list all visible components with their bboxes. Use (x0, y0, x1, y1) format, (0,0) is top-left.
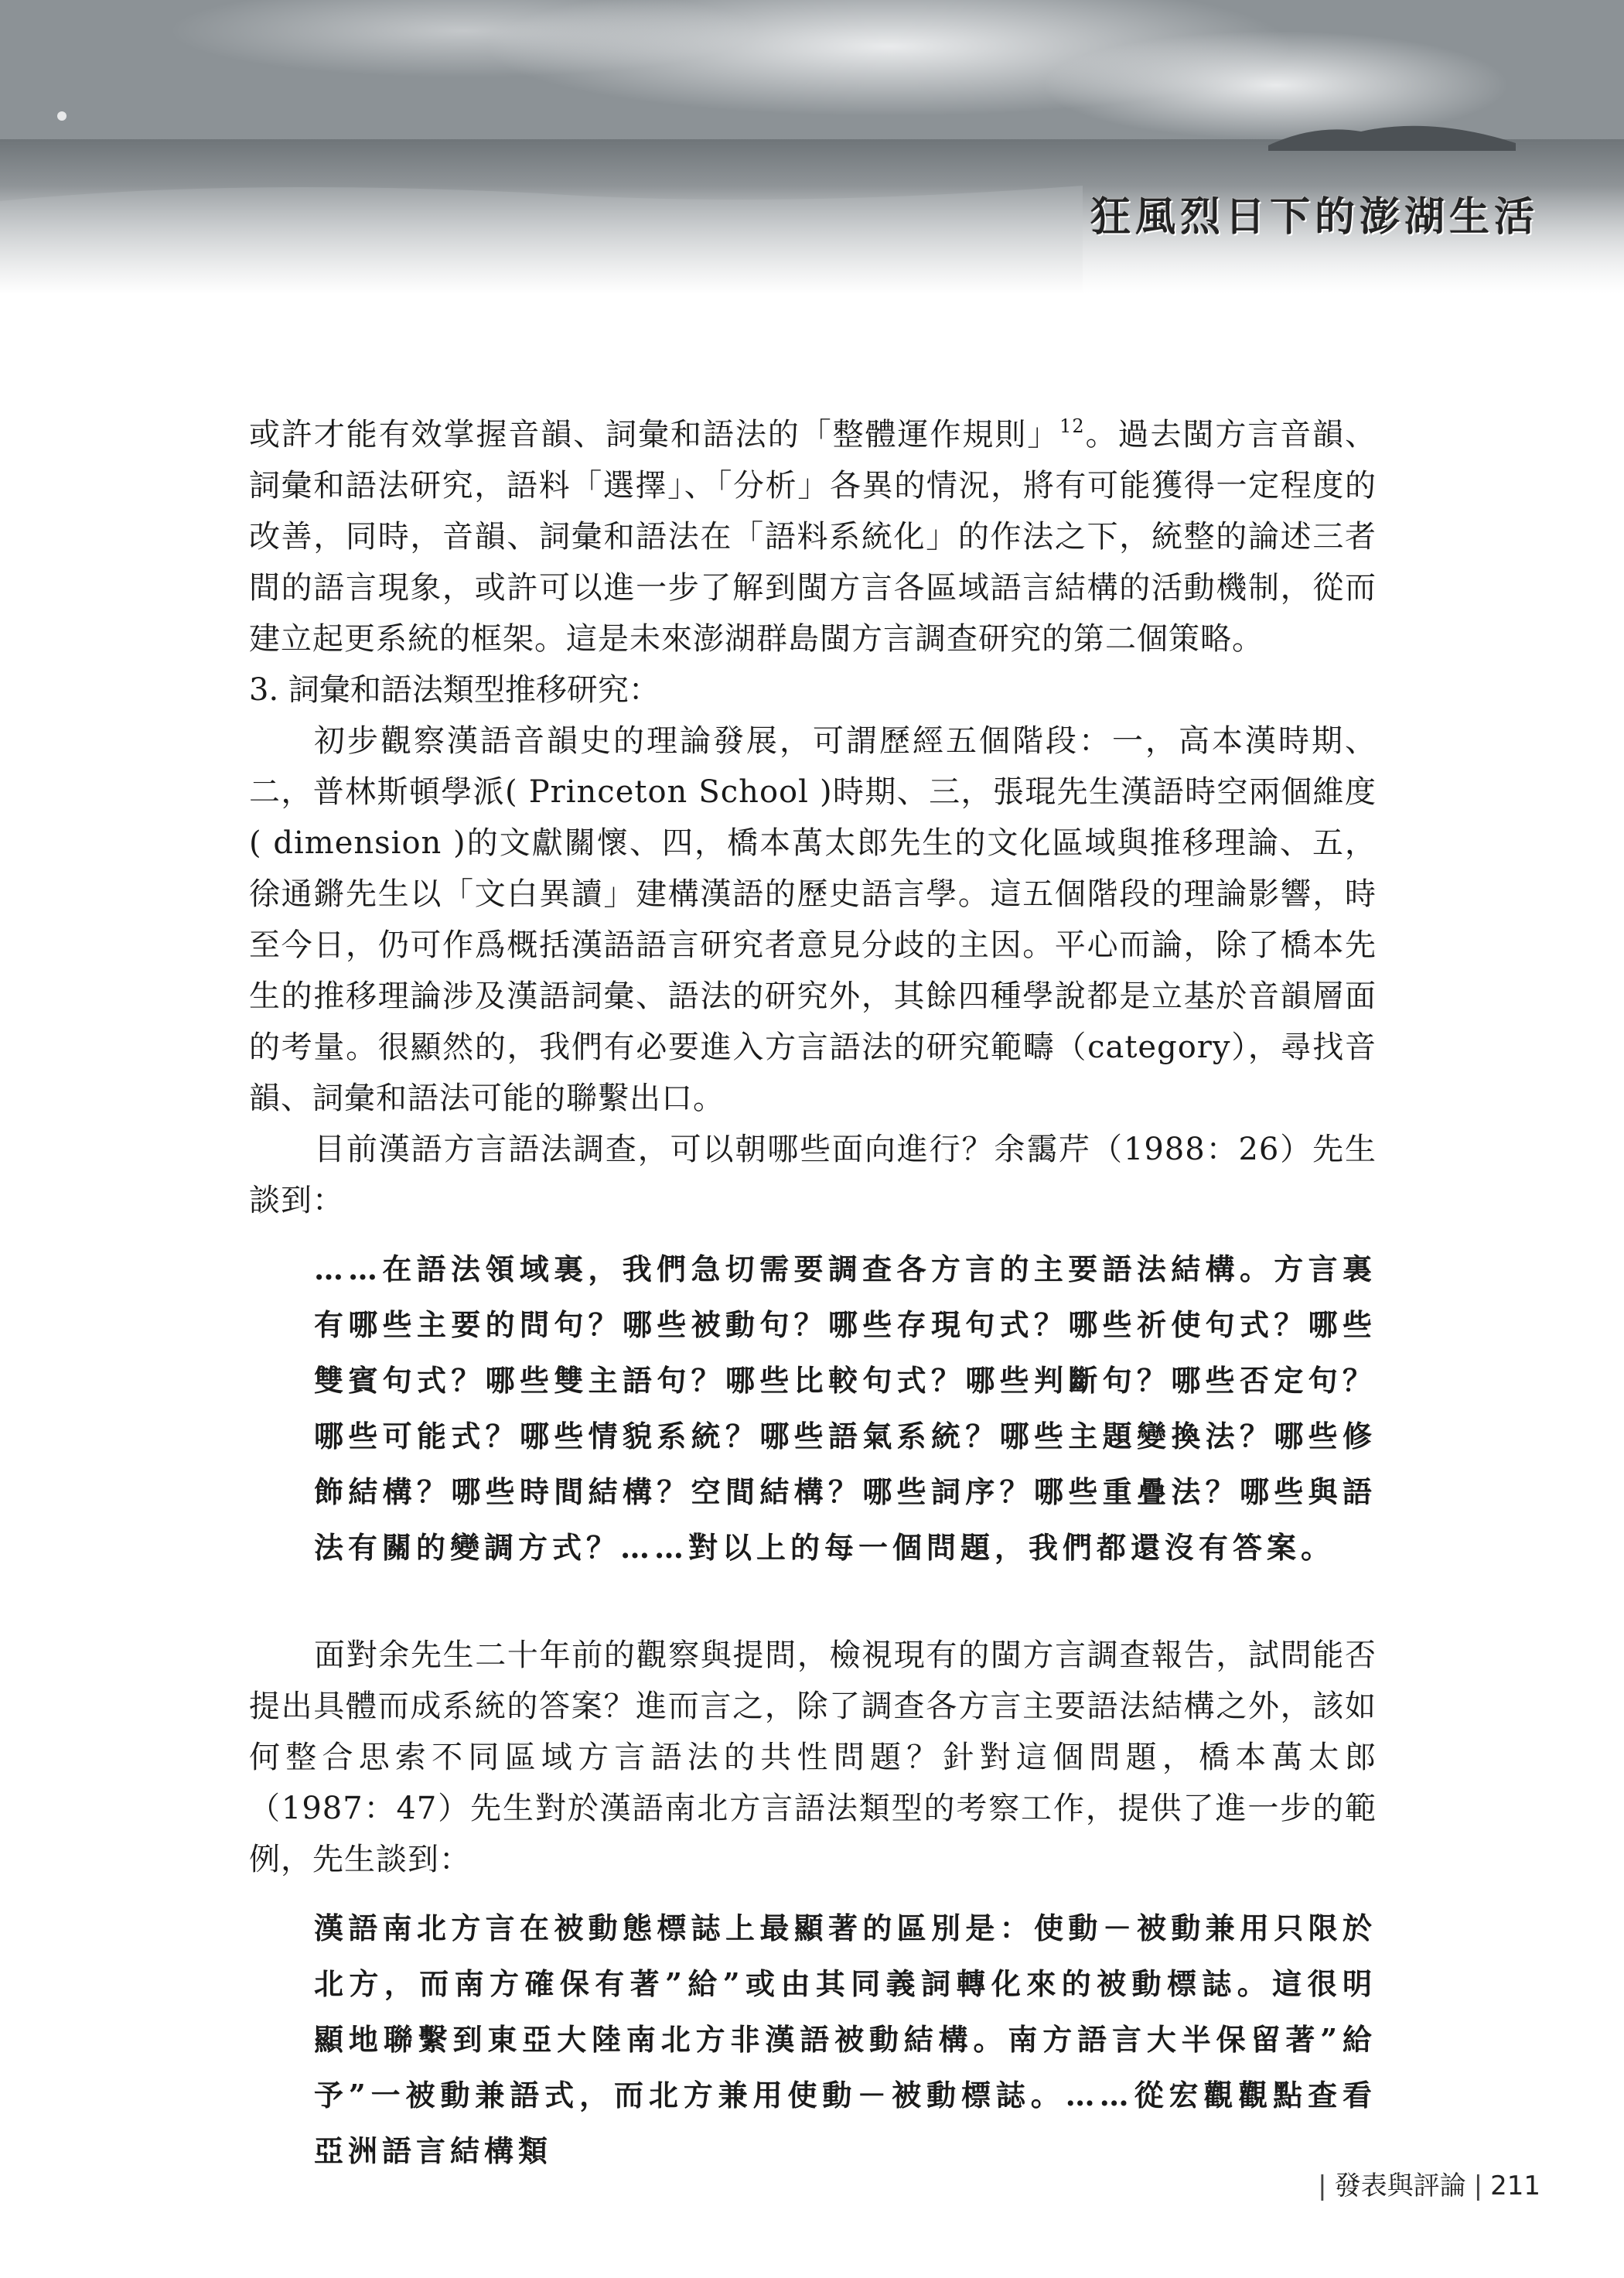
footer-section-label: 發表與評論 (1334, 2170, 1466, 2201)
footer-divider: | (1318, 2170, 1327, 2201)
paragraph-1 (249, 401, 1377, 664)
section-heading-3: 3. 詞彙和語法類型推移研究： (249, 672, 660, 708)
paragraph-1-part-a: 或許才能有效掌握音韻、詞彙和語法的「整體運作規則」 (249, 417, 1060, 453)
article-body (249, 401, 1377, 2194)
paragraph-1-part-b: 。過去閩方言音韻、詞彙和語法研究，語料「選擇」、「分析」各異的情況，將有可能獲得一定程度的改善，同時，音韻、詞彙和語法在「語料系統化」的作法之下，統整的論述三者間的語言現象，或許可以進一步了解到閩方言各區域語言結構的活動機制，從而建立起更系統的框架。這是未來澎湖群島閩方言調查研究的第二個策略。 (249, 417, 1377, 657)
paragraph-2: 初步觀察漢語音韻史的理論發展，可謂歷經五個階段：一，高本漢時期、二，普林斯頓學派( Princeton School )時期、三，張琨先生漢語時空兩個維度( dimension )的文獻關懷、四，橋本萬太郎先生的文化區域與推移理論、五，徐通鏘先生以「文白異讀」建構漢語的歷史語言學。這五個階段的理論影響，時至今日，仍可作爲概括漢語語言研究者意見分歧的主因。平心而論，除了橋本先生的推移理論涉及漢語詞彙、語法的研究外，其餘四種學說都是立基於音韻層面的考量。很顯然的，我們有必要進入方言語法的研究範疇（category），尋找音韻、詞彙和語法可能的聯繫出口。 (249, 723, 1377, 1116)
footer-divider: | (1473, 2170, 1483, 2201)
page-number: 211 (1490, 2170, 1540, 2201)
seascape-illustration (0, 0, 1624, 294)
page-footer (1310, 2164, 1540, 2202)
header-banner-photo (0, 0, 1624, 294)
block-quote-2: 漢語南北方言在被動態標誌上最顯著的區別是：使動－被動兼用只限於北方，而南方確保有著”給”或由其同義詞轉化來的被動標誌。這很明顯地聯繫到東亞大陸南北方非漢語被動結構。南方語言大半保留著”給予”一被動兼語式，而北方兼用使動－被動標誌。……從宏觀觀點查看亞洲語言結構類 (314, 1911, 1377, 2168)
paragraph-3: 目前漢語方言語法調查，可以朝哪些面向進行？余靄芹（1988：26）先生談到： (249, 1132, 1377, 1218)
running-header-title: 狂風烈日下的澎湖生活 (1090, 194, 1539, 241)
block-quote-1: ……在語法領域裏，我們急切需要調查各方言的主要語法結構。方言裏有哪些主要的問句？哪些被動句？哪些存現句式？哪些祈使句式？哪些雙賓句式？哪些雙主語句？哪些比較句式？哪些判斷句？哪些否定句？哪些可能式？哪些情貌系統？哪些語氣系統？哪些主題變換法？哪些修飾結構？哪些時間結構？空間結構？哪些詞序？哪些重疊法？哪些與語法有關的變調方式？……對以上的每一個問題，我們都還沒有答案。 (314, 1252, 1377, 1565)
footnote-ref-12[interactable]: 12 (1059, 415, 1085, 437)
paragraph-4: 面對余先生二十年前的觀察與提問，檢視現有的閩方言調查報告，試問能否提出具體而成系統的答案？進而言之，除了調查各方言主要語法結構之外，該如何整合思索不同區域方言語法的共性問題？針對這個問題，橋本萬太郎（1987：47）先生對於漢語南北方言語法類型的考察工作，提供了進一步的範例，先生談到： (249, 1638, 1377, 1877)
